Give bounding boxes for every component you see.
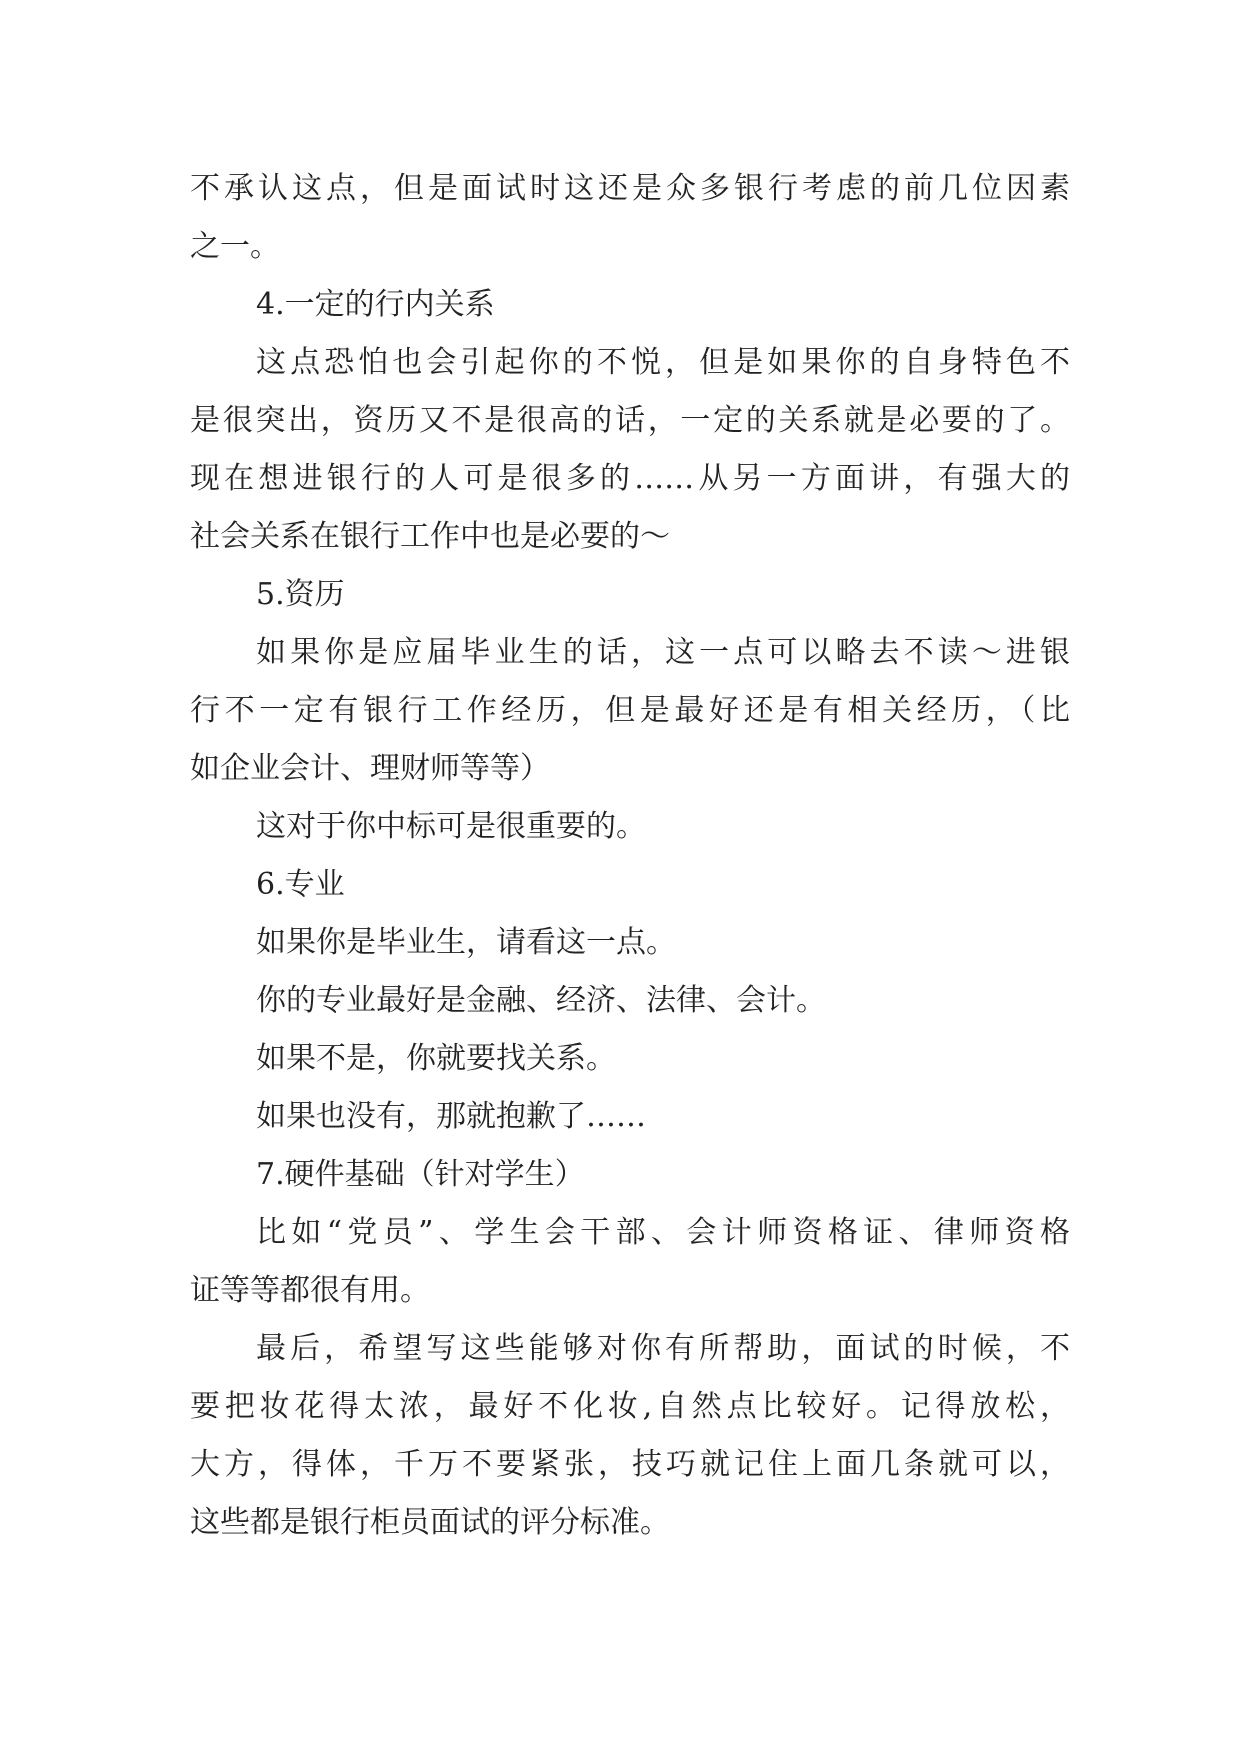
paragraph-line: 之一。 — [190, 229, 280, 264]
paragraph-line: 如果不是，你就要找关系。 — [256, 1041, 616, 1076]
paragraph-line: 如果也没有，那就抱歉了…… — [256, 1099, 646, 1134]
paragraph-line: 是很突出，资历又不是很高的话，一定的关系就是必要的了。 — [190, 403, 1070, 438]
paragraph-line: 大方，得体，千万不要紧张，技巧就记住上面几条就可以， — [190, 1447, 1070, 1482]
section-heading: 6.专业 — [256, 867, 345, 902]
paragraph-line: 行不一定有银行工作经历，但是最好还是有相关经历，（比 — [190, 693, 1070, 728]
paragraph-line: 不承认这点，但是面试时这还是众多银行考虑的前几位因素 — [190, 171, 1070, 206]
paragraph-line: 如果你是应届毕业生的话，这一点可以略去不读～进银 — [256, 635, 1070, 670]
paragraph-line: 要把妆花得太浓，最好不化妆,自然点比较好。记得放松， — [190, 1389, 1070, 1424]
paragraph-line: 你的专业最好是金融、经济、法律、会计。 — [256, 983, 826, 1018]
paragraph-line: 如企业会计、理财师等等） — [190, 751, 550, 786]
paragraph-line: 社会关系在银行工作中也是必要的～ — [190, 519, 670, 554]
document-body — [190, 160, 1070, 1552]
paragraph-line: 这些都是银行柜员面试的评分标准。 — [190, 1505, 670, 1540]
section-heading: 4.一定的行内关系 — [256, 287, 495, 322]
paragraph-line: 这点恐怕也会引起你的不悦，但是如果你的自身特色不 — [256, 345, 1070, 380]
paragraph-line: 这对于你中标可是很重要的。 — [256, 809, 646, 844]
section-heading: 7.硬件基础（针对学生） — [256, 1157, 585, 1192]
section-heading: 5.资历 — [256, 577, 345, 612]
paragraph-line: 最后，希望写这些能够对你有所帮助，面试的时候，不 — [256, 1331, 1070, 1366]
paragraph-line: 证等等都很有用。 — [190, 1273, 430, 1308]
paragraph-line: 如果你是毕业生，请看这一点。 — [256, 925, 676, 960]
paragraph-line: 现在想进银行的人可是很多的……从另一方面讲，有强大的 — [190, 461, 1070, 496]
paragraph-line: 比如“党员”、学生会干部、会计师资格证、律师资格 — [256, 1215, 1070, 1250]
